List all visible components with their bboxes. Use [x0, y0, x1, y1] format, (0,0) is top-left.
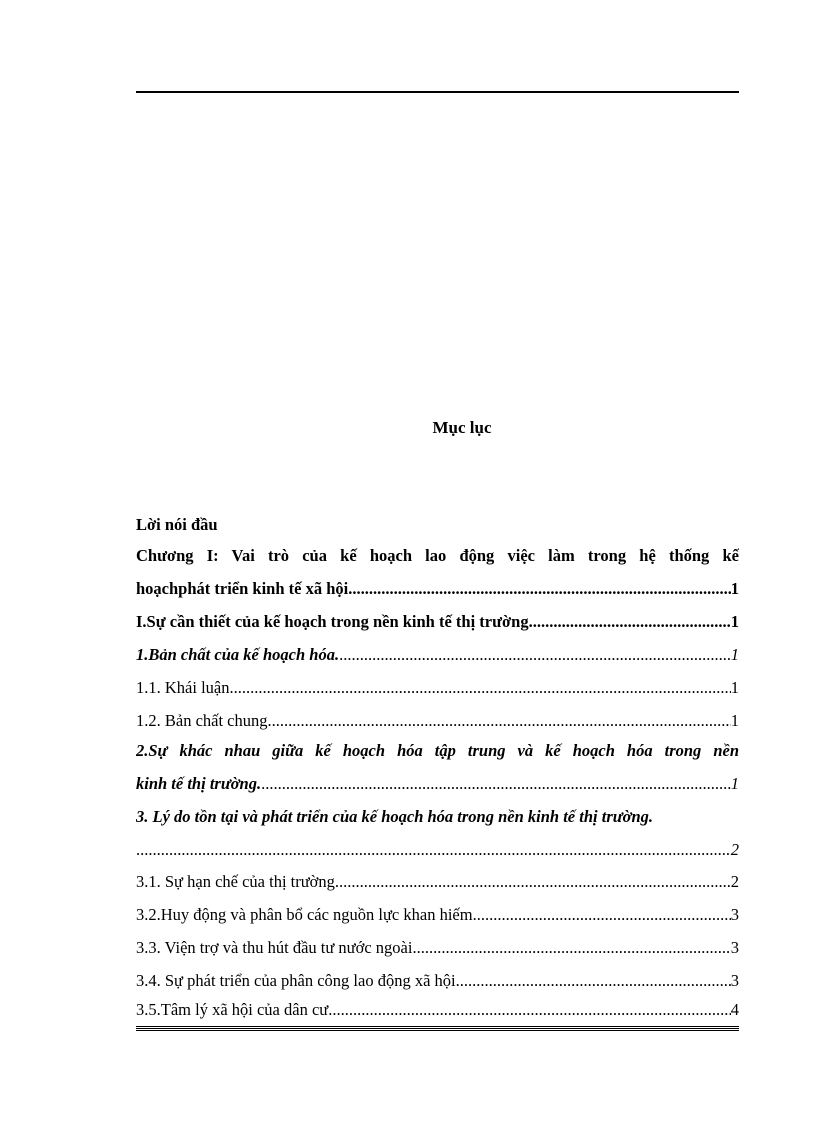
- top-rule: [136, 91, 739, 93]
- toc-entry-text: Lời nói đầu: [136, 515, 218, 534]
- toc-page-number: 1: [730, 612, 739, 631]
- toc-entry-chapter-1[interactable]: [136, 544, 739, 568]
- toc-entry-2-cont[interactable]: [136, 772, 739, 796]
- toc-page-number: 3: [730, 971, 739, 990]
- toc-entry-text: 1.2. Bản chất chung.: [136, 711, 272, 730]
- toc-entry-chapter-1-cont[interactable]: [136, 577, 739, 601]
- toc-entry-text: 3.1. Sự hạn chế của thị trường.: [136, 872, 340, 891]
- toc-entry-text: 1.1. Khái luận: [136, 678, 230, 697]
- toc-entry-text: 3.2.Huy động và phân bổ các nguồn lực khan hiếm: [136, 905, 473, 924]
- toc-entry-section-1[interactable]: [136, 610, 739, 634]
- page-title: Mục lục: [432, 418, 492, 437]
- dot-leader: [229, 676, 730, 700]
- toc-entry-3-3[interactable]: [136, 936, 739, 960]
- dot-leader: [460, 969, 731, 993]
- toc-entry-3-2[interactable]: [136, 903, 739, 927]
- toc-entry-preface[interactable]: [136, 513, 739, 537]
- dot-leader: [332, 998, 730, 1022]
- toc-entry-1-2[interactable]: [136, 709, 739, 733]
- toc-page-number: 1: [730, 774, 739, 793]
- bottom-rule: [136, 1026, 739, 1031]
- toc-page-number: 2: [730, 840, 739, 859]
- toc-page-number: 3: [730, 938, 739, 957]
- toc-entry-text: kinh tế thị trường.: [136, 774, 262, 793]
- toc-entry-3[interactable]: [136, 805, 739, 829]
- dot-leader: [533, 610, 731, 634]
- dot-leader: [348, 577, 731, 601]
- toc-entry-3-cont[interactable]: [136, 838, 739, 862]
- toc-page-number: 1: [730, 579, 739, 598]
- toc-entry-text: 3.3. Viện trợ và thu hút đầu tư nước ngoài.: [136, 938, 417, 957]
- toc-entry-1[interactable]: [136, 643, 739, 667]
- dot-leader: [417, 936, 731, 960]
- toc-entry-2[interactable]: [136, 739, 739, 763]
- dot-leader: [339, 643, 731, 667]
- toc-entry-text: hoạchphát triển kinh tế xã hội: [136, 579, 349, 598]
- toc-entry-3-5[interactable]: [136, 998, 739, 1022]
- dot-leader: [261, 772, 731, 796]
- toc-entry-text: 3. Lý do tồn tại và phát triển của kế hoạch hóa trong nền kinh tế thị trường.: [136, 807, 654, 826]
- toc-entry-text: 2.Sự khác nhau giữa kế hoạch hóa tập trung và kế hoạch hóa trong nền: [136, 741, 739, 760]
- toc-entry-3-1[interactable]: [136, 870, 739, 894]
- dot-leader: [136, 838, 731, 862]
- toc-entry-text: I.Sự cần thiết của kế hoạch trong nền kinh tế thị trường.: [136, 612, 533, 631]
- toc-entry-text: 3.5.Tâm lý xã hội của dân cư.: [136, 1000, 333, 1019]
- toc-entry-3-4[interactable]: [136, 969, 739, 993]
- toc-page-number: 4: [730, 1000, 739, 1019]
- toc-entry-text: 3.4. Sự phát triển của phân công lao động xã hội.: [136, 971, 460, 990]
- toc-page-number: 1: [730, 678, 739, 697]
- toc-page-number: 1: [730, 711, 739, 730]
- toc-page-number: 1: [730, 645, 739, 664]
- toc-entry-text: 1.Bản chất của kế hoạch hóa.: [136, 645, 340, 664]
- dot-leader: [473, 903, 731, 927]
- dot-leader: [339, 870, 731, 894]
- toc-entry-text: Chương I: Vai trò của kế hoạch lao động việc làm trong hệ thống kế: [136, 546, 739, 565]
- dot-leader: [272, 709, 731, 733]
- toc-entry-1-1[interactable]: [136, 676, 739, 700]
- toc-page-number: 3: [730, 905, 739, 924]
- toc-page-number: 2: [730, 872, 739, 891]
